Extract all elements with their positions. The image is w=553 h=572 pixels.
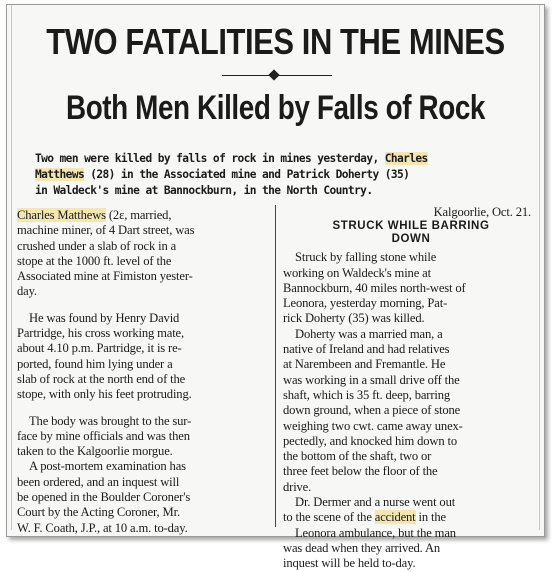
article-line: crushed under a slab of rock in a — [17, 238, 177, 253]
article-line: day. — [17, 284, 37, 299]
article-line: stope, with only his feet protruding. — [17, 387, 192, 402]
article-line: been ordered, and an inquest will — [17, 474, 180, 489]
article-line: machine miner, of 4 Dart street, was — [17, 223, 195, 238]
left-column — [17, 208, 275, 536]
paragraph — [17, 223, 275, 299]
headline: TWO FATALITIES IN THE MINES — [46, 21, 505, 62]
article-line: inquest will be held to-day. — [283, 556, 416, 571]
subheadline: Both Men Killed by Falls of Rock — [65, 89, 486, 127]
intro-line: Matthews (28) in the Associated mine and Patrick Doherty (35) — [35, 168, 410, 181]
article-line: A post-mortem examination has — [29, 459, 186, 474]
article-line: W. F. Coath, J.P., at 10 a.m. to-day. — [17, 520, 188, 535]
article-line: slab of rock at the north end of the — [17, 371, 186, 386]
intro-line: Two men were killed by falls of rock in mines yesterday, Charles — [35, 152, 428, 165]
article-line: Leonora, yesterday morning, Pat- — [283, 296, 448, 311]
article-line: Associated mine at Fimiston yester- — [17, 269, 193, 284]
article-line: down ground, when a piece of stone — [283, 403, 461, 418]
article-line: weighing two cwt. came away unex- — [283, 418, 463, 433]
dateline: Kalgoorlie, Oct. 21. — [433, 205, 531, 219]
article-line: Court by the Acting Coroner, Mr. — [17, 505, 180, 520]
article-line: drive. — [283, 479, 312, 494]
paragraph — [17, 414, 275, 460]
article-line: to the scene of the accident in the — [283, 510, 446, 525]
newspaper-clipping — [6, 4, 545, 571]
article-line: three feet below the floor of the — [283, 464, 438, 479]
paragraph — [283, 327, 539, 495]
article-line: native of Ireland and had relatives — [283, 342, 450, 357]
article-line: Struck by falling stone while — [295, 250, 437, 265]
intro-paragraph — [35, 151, 532, 199]
article-line: at Narembeen and Fremantle. He — [283, 357, 446, 372]
article-line: ported, found him lying under a — [17, 356, 173, 371]
article-line: working on Waldeck's mine at — [283, 265, 431, 280]
article-line: Partridge, his cross working mate, — [17, 326, 184, 341]
article-line: was dead when they arrived. An — [283, 540, 441, 555]
article-line: The body was brought to the sur- — [29, 413, 192, 428]
article-line: pectedly, and knocked him down to — [283, 433, 458, 448]
article-line: Doherty was a married man, a — [295, 326, 443, 341]
article-line: rick Doherty (35) was killed. — [283, 311, 425, 326]
search-highlight: accident — [374, 510, 416, 525]
article-line: taken to the Kalgoorlie morgue. — [17, 444, 173, 459]
article-line: Dr. Dermer and a nurse went out — [295, 495, 456, 510]
right-column — [283, 205, 539, 572]
paragraph — [17, 311, 275, 403]
article-line: was working in a small drive off the — [283, 372, 460, 387]
article-line: Charles Matthews (2ε, married, — [17, 208, 172, 222]
search-highlight: Matthews — [35, 168, 85, 181]
paragraph — [17, 459, 275, 535]
section-subhead: STRUCK WHILE BARRING DOWN — [332, 220, 490, 246]
article-line: about 4.10 p.m. Partridge, it is re- — [17, 341, 182, 356]
article-line: Leonora ambulance, but the man — [295, 525, 456, 540]
paragraph — [283, 526, 539, 572]
search-highlight: Charles — [384, 152, 428, 165]
article-line: stope at the 1000 ft. level of the — [17, 253, 172, 268]
article-line: Bannockburn, 40 miles north-west of — [283, 280, 466, 295]
column-rule — [275, 205, 276, 527]
article-line: shaft, which is 35 ft. deep, barring — [283, 387, 451, 402]
paragraph — [283, 250, 539, 326]
search-highlight: Charles Matthews — [17, 208, 106, 222]
article-line: He was found by Henry David — [29, 310, 180, 325]
intro-line: in Waldeck's mine at Bannockburn, in the North Country. — [35, 184, 373, 197]
article-line: be opened in the Boulder Coroner's — [17, 490, 191, 505]
article-line: face by mine officials and was then — [17, 428, 190, 443]
article-line: the bottom of the shaft, two or — [283, 449, 432, 464]
